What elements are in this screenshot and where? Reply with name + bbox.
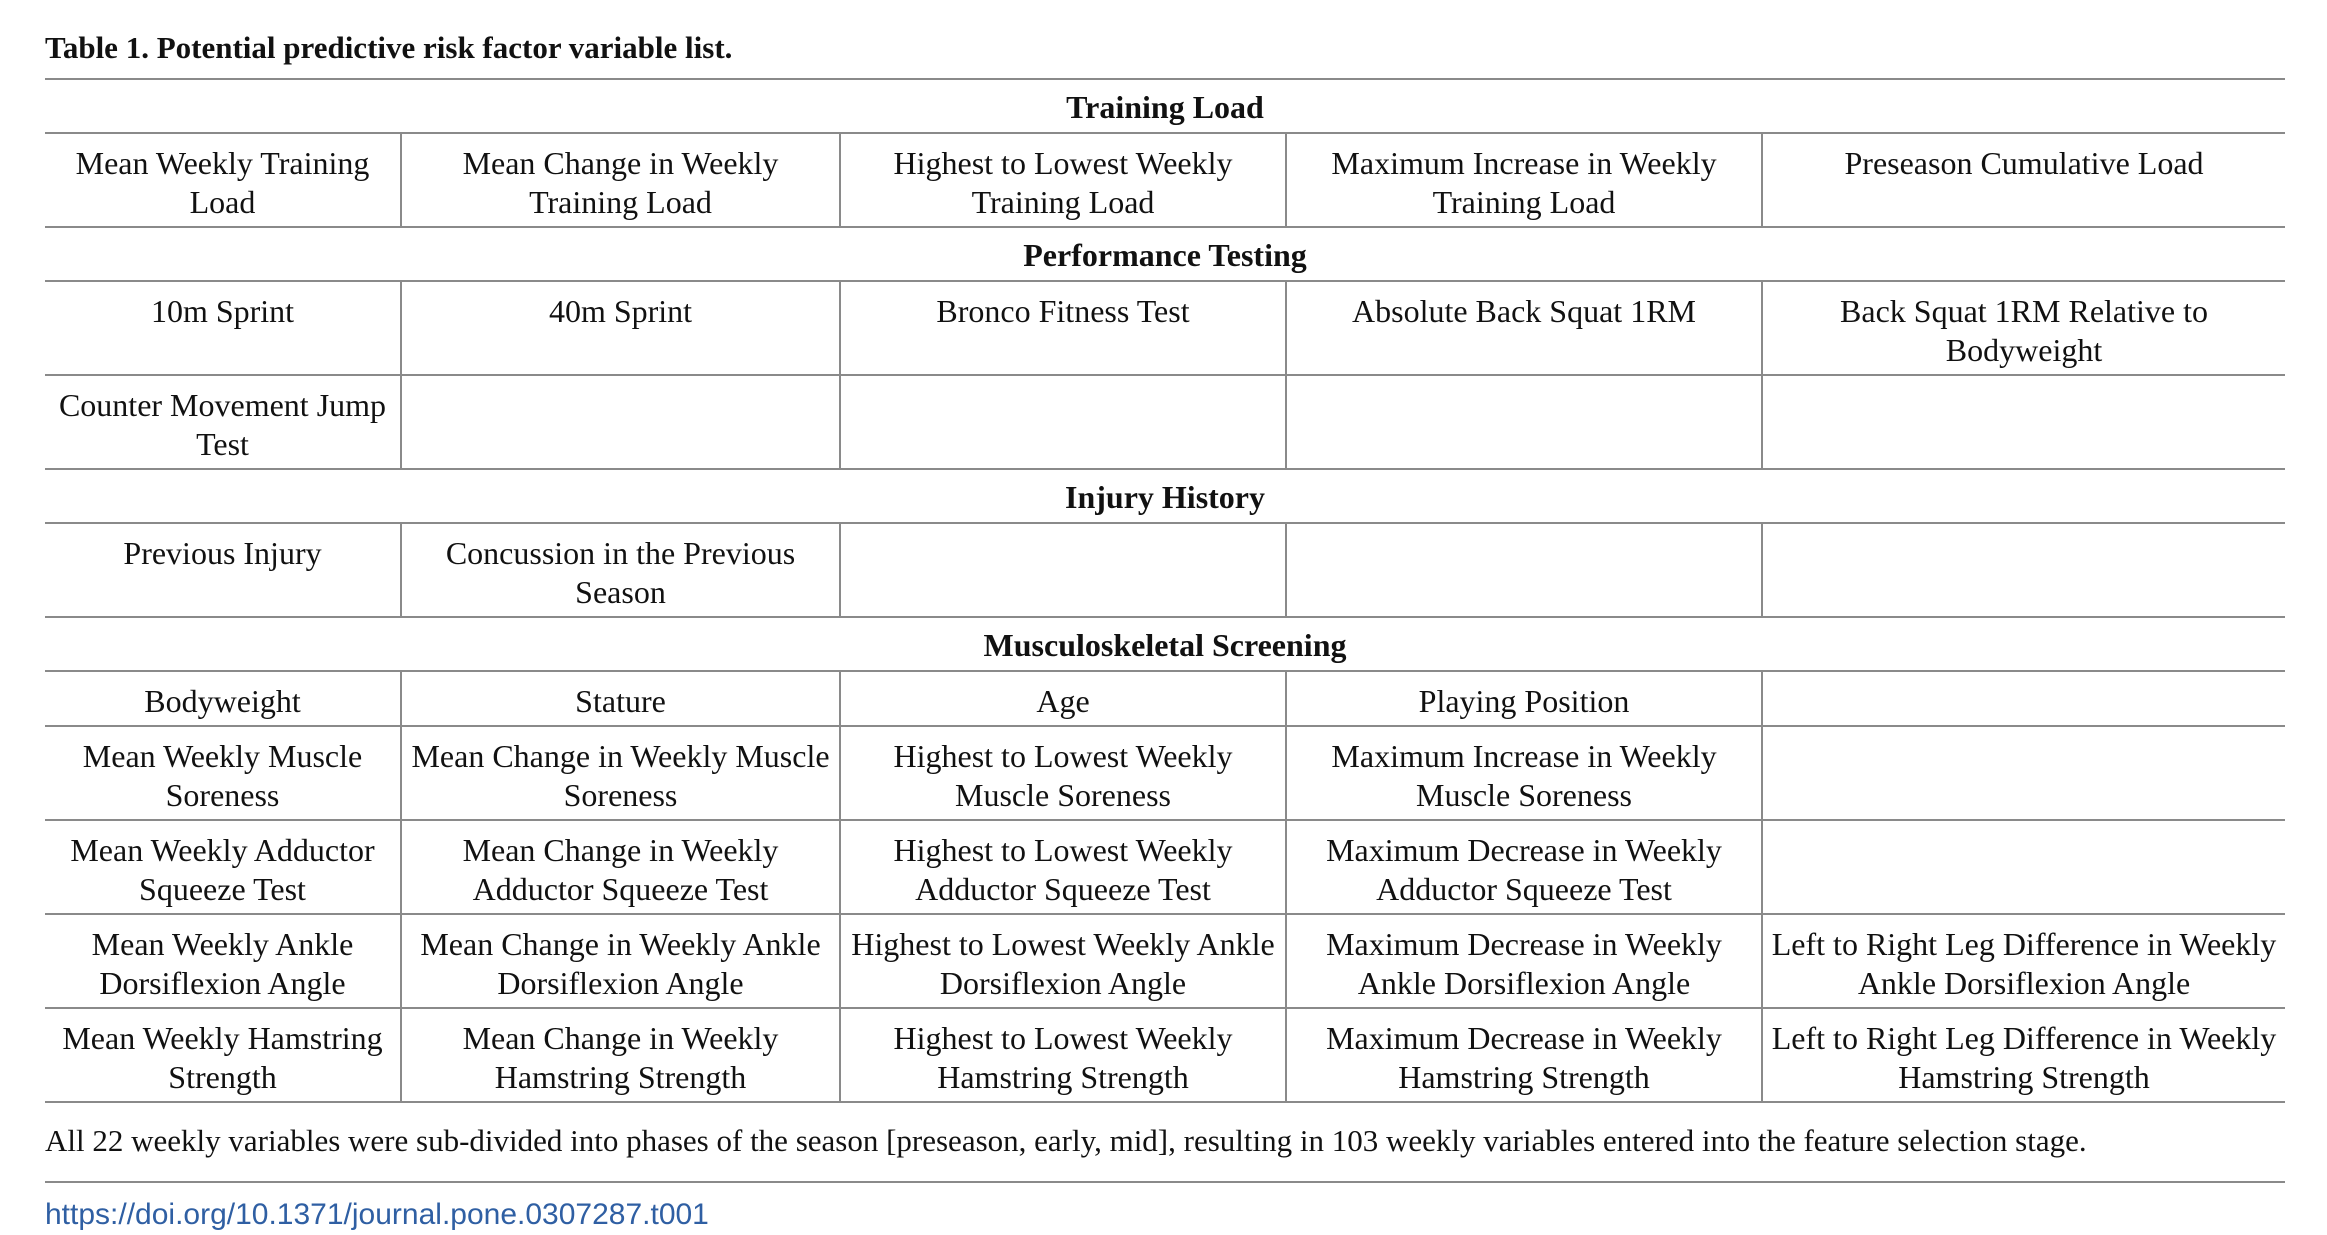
- table-cell: Mean Change in Weekly Hamstring Strength: [401, 1008, 840, 1102]
- table-cell: Highest to Lowest Weekly Training Load: [840, 133, 1286, 227]
- table-cell: Mean Weekly Adductor Squeeze Test: [70, 832, 375, 907]
- table-figure: [45, 22, 2285, 1235]
- table-cell: Mean Change in Weekly Adductor Squeeze Test: [401, 820, 840, 914]
- empty-cell: [401, 375, 840, 469]
- empty-cell: [840, 375, 1286, 469]
- table-cell: Playing Position: [1286, 671, 1762, 726]
- section-heading: Performance Testing: [1023, 237, 1307, 273]
- empty-cell: [1762, 523, 2285, 617]
- table-cell: Left to Right Leg Difference in Weekly Ankle Dorsiflexion Angle: [1762, 914, 2285, 1008]
- table-row: [45, 820, 2285, 914]
- table-row: [45, 133, 2285, 227]
- table-cell: Mean Weekly Hamstring Strength: [62, 1020, 383, 1095]
- section-heading: Musculoskeletal Screening: [983, 627, 1347, 663]
- table-cell: Bronco Fitness Test: [840, 281, 1286, 375]
- empty-cell: [1762, 726, 2285, 820]
- table-row: [45, 726, 2285, 820]
- table-cell: Left to Right Leg Difference in Weekly Hamstring Strength: [1762, 1008, 2285, 1102]
- table-cell: Previous Injury: [123, 535, 322, 571]
- table-cell: Mean Weekly Ankle Dorsiflexion Angle: [91, 926, 354, 1001]
- table-cell: 10m Sprint: [150, 293, 295, 329]
- risk-factor-table: [45, 78, 2285, 1103]
- table-body: [45, 79, 2285, 1102]
- table-row: [45, 914, 2285, 1008]
- table-cell: Maximum Decrease in Weekly Ankle Dorsiflexion Angle: [1286, 914, 1762, 1008]
- table-cell: Bodyweight: [144, 683, 301, 719]
- empty-cell: [1762, 820, 2285, 914]
- empty-cell: [840, 523, 1286, 617]
- table-footnote: All 22 weekly variables were sub-divided into phases of the season [preseason, early, mid], resulting in 103 weekly variables entered into the feature selection stage.: [45, 1103, 2285, 1183]
- table-cell: Age: [840, 671, 1286, 726]
- empty-cell: [1762, 671, 2285, 726]
- table-cell: 40m Sprint: [401, 281, 840, 375]
- table-cell: Absolute Back Squat 1RM: [1286, 281, 1762, 375]
- table-row: [45, 671, 2285, 726]
- table-cell: Mean Change in Weekly Training Load: [401, 133, 840, 227]
- table-cell: Mean Change in Weekly Ankle Dorsiflexion Angle: [401, 914, 840, 1008]
- table-cell: Stature: [401, 671, 840, 726]
- empty-cell: [1286, 375, 1762, 469]
- section-header-row: [45, 469, 2285, 523]
- table-cell: Highest to Lowest Weekly Ankle Dorsiflexion Angle: [840, 914, 1286, 1008]
- table-cell: Highest to Lowest Weekly Muscle Soreness: [840, 726, 1286, 820]
- table-cell: Highest to Lowest Weekly Adductor Squeeze Test: [840, 820, 1286, 914]
- section-heading: Injury History: [1065, 479, 1265, 515]
- table-cell: Mean Change in Weekly Muscle Soreness: [401, 726, 840, 820]
- section-header-row: [45, 227, 2285, 281]
- table-cell: Mean Weekly Muscle Soreness: [82, 738, 363, 813]
- table-title: Table 1. Potential predictive risk factor variable list.: [45, 30, 733, 65]
- table-cell: Maximum Increase in Weekly Training Load: [1286, 133, 1762, 227]
- table-row: [45, 375, 2285, 469]
- table-cell: Back Squat 1RM Relative to Bodyweight: [1762, 281, 2285, 375]
- table-cell: Maximum Decrease in Weekly Adductor Squeeze Test: [1286, 820, 1762, 914]
- table-row: [45, 1008, 2285, 1102]
- table-cell: Highest to Lowest Weekly Hamstring Strength: [840, 1008, 1286, 1102]
- doi-link[interactable]: https://doi.org/10.1371/journal.pone.0307287.t001: [45, 1198, 709, 1231]
- empty-cell: [1286, 523, 1762, 617]
- section-heading: Training Load: [1066, 89, 1264, 125]
- table-cell: Concussion in the Previous Season: [401, 523, 840, 617]
- table-cell: Maximum Increase in Weekly Muscle Soreness: [1286, 726, 1762, 820]
- table-cell: Counter Movement Jump Test: [58, 387, 387, 462]
- table-cell: Preseason Cumulative Load: [1762, 133, 2285, 227]
- section-header-row: [45, 79, 2285, 133]
- empty-cell: [1762, 375, 2285, 469]
- section-header-row: [45, 617, 2285, 671]
- table-row: [45, 523, 2285, 617]
- table-cell: Maximum Decrease in Weekly Hamstring Strength: [1286, 1008, 1762, 1102]
- table-cell: Mean Weekly Training Load: [75, 145, 370, 220]
- table-row: [45, 281, 2285, 375]
